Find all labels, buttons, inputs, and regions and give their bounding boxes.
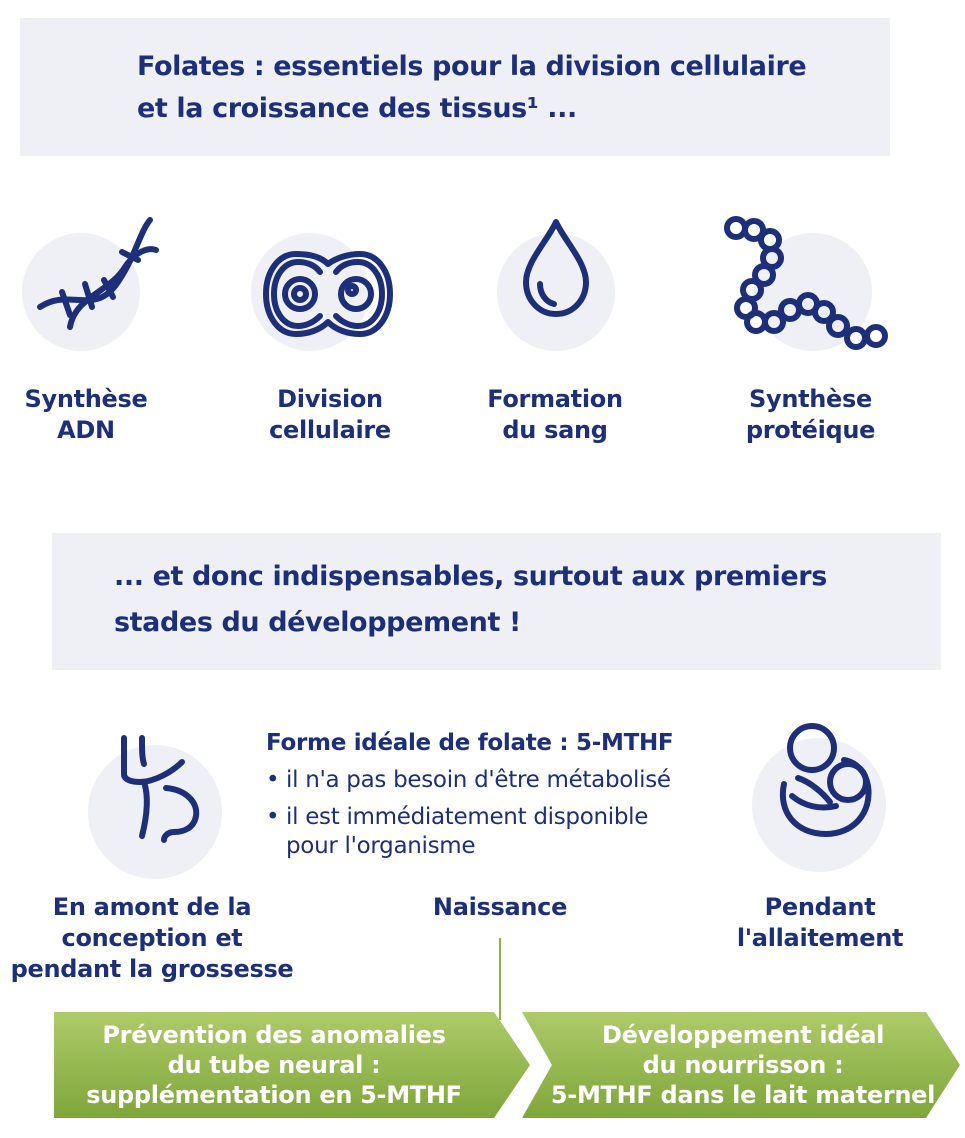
bullet-dot: • — [266, 767, 280, 793]
label-protein-synthesis-line-1: Synthèse — [748, 385, 872, 413]
blood-drop-icon — [520, 218, 592, 318]
development-arrow-line-2: du nourrisson : — [642, 1051, 844, 1079]
label-dna-synthesis-line-1: Synthèse — [24, 385, 148, 413]
pregnancy-icon — [112, 732, 202, 842]
label-blood-formation-line-2: du sang — [502, 416, 608, 444]
info-bullet-2-text: il est immédiatement disponible — [286, 804, 649, 830]
info-bullet-2-continuation: pour l'organisme — [286, 833, 476, 859]
prevention-arrow-line-2: du tube neural : — [167, 1051, 381, 1079]
label-breastfeeding-stage-line-1: Pendant — [764, 893, 876, 921]
dna-icon — [30, 212, 160, 337]
info-title: Forme idéale de folate : 5-MTHF — [266, 730, 674, 756]
breastfeeding-icon — [770, 720, 880, 840]
label-dna-synthesis-line-2: ADN — [57, 416, 115, 444]
subheader-panel — [52, 533, 941, 670]
label-pregnancy-stage-line-2: conception et — [61, 924, 243, 952]
header-title — [137, 46, 806, 130]
prevention-arrow-line-1: Prévention des anomalies — [102, 1021, 446, 1049]
prevention-arrow-text — [54, 1012, 494, 1118]
info-bullet-1 — [266, 766, 673, 795]
development-arrow-text — [548, 1012, 938, 1118]
development-arrow-line-3: 5-MTHF dans le lait maternel — [550, 1081, 936, 1109]
cell-division-icon — [262, 250, 394, 338]
prevention-arrow-line-3: supplémentation en 5-MTHF — [86, 1081, 462, 1109]
header-title-line-2: et la croissance des tissus¹ ... — [137, 93, 577, 124]
label-breastfeeding-stage — [730, 892, 910, 954]
header-title-line-1: Folates : essentiels pour la division cellulaire — [137, 51, 807, 82]
header-panel — [20, 18, 890, 156]
bullet-dot: • — [266, 804, 280, 830]
label-protein-synthesis — [728, 384, 893, 446]
subheader-title — [114, 554, 827, 646]
label-cell-division-line-1: Division — [277, 385, 383, 413]
subheader-title-line-2: stades du développement ! — [114, 607, 521, 638]
info-block — [266, 728, 673, 861]
info-bullet-2 — [266, 803, 673, 861]
birth-timeline-marker — [499, 938, 501, 1020]
label-birth — [420, 892, 580, 923]
label-pregnancy-stage-line-1: En amont de la — [52, 893, 252, 921]
label-blood-formation — [470, 384, 640, 446]
info-bullet-1-text: il n'a pas besoin d'être métabolisé — [286, 767, 671, 793]
subheader-title-line-1: ... et donc indispensables, surtout aux premiers — [114, 561, 827, 592]
protein-chain-icon — [722, 212, 892, 357]
label-breastfeeding-stage-line-2: l'allaitement — [736, 924, 904, 952]
label-pregnancy-stage — [6, 892, 298, 985]
label-cell-division-line-2: cellulaire — [269, 416, 391, 444]
label-protein-synthesis-line-2: protéique — [745, 416, 876, 444]
label-cell-division — [250, 384, 410, 446]
development-arrow-line-1: Développement idéal — [601, 1021, 885, 1049]
label-dna-synthesis — [10, 384, 162, 446]
label-pregnancy-stage-line-3: pendant la grossesse — [10, 955, 294, 983]
label-blood-formation-line-1: Formation — [487, 385, 623, 413]
label-birth-text: Naissance — [432, 893, 568, 921]
